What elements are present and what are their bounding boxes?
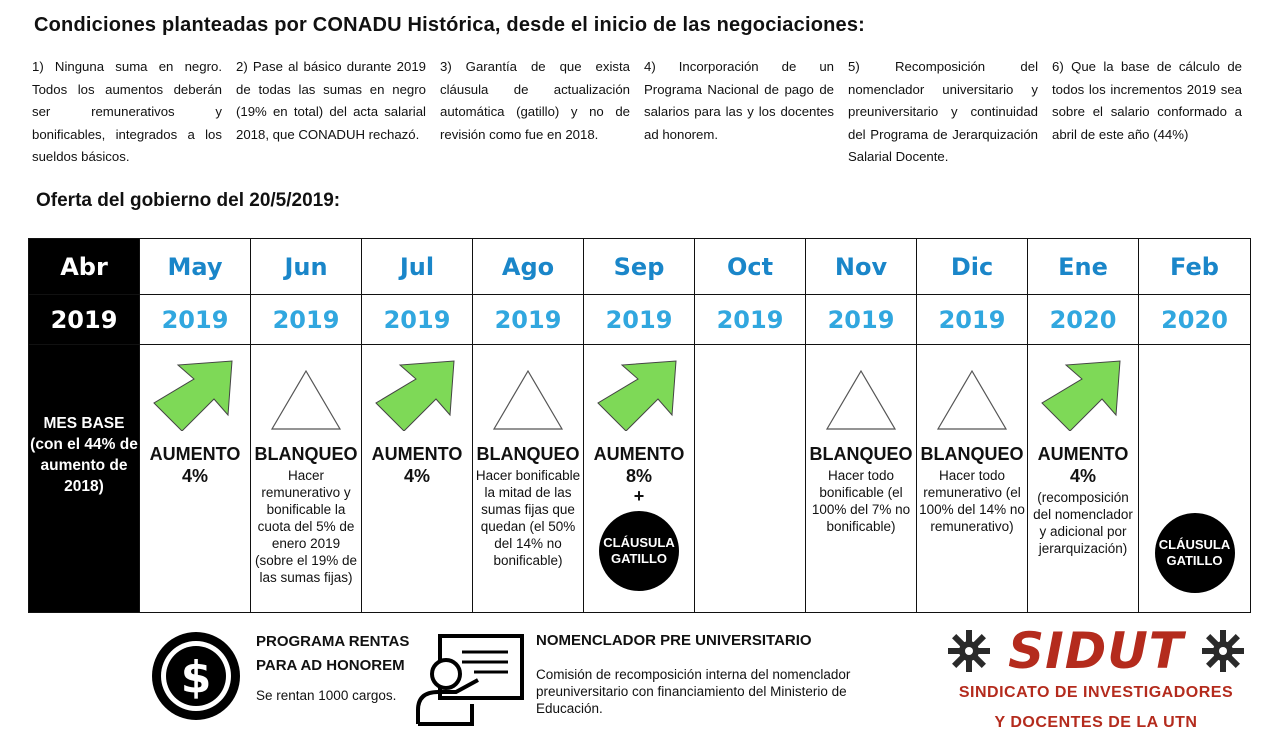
month-cell [251,239,362,295]
icon-wrap [1139,359,1250,443]
month-detail-cell [1028,345,1139,613]
year-label: 2019 [716,305,784,334]
month-detail-cell [1139,345,1251,613]
svg-text:$: $ [180,652,212,703]
condition-item: 3) Garantía de que exista cláusula de actualización automática (gatillo) y no de revisión como fue en 2018. [440,59,630,142]
month-detail-cell [251,345,362,613]
nomenclador-heading: NOMENCLADOR PRE UNIVERSITARIO [536,632,812,649]
month-detail-cell [917,345,1028,613]
icon-wrap [917,359,1027,443]
rentas-heading [256,630,409,678]
months-row [29,239,1251,295]
offer-title: Oferta del gobierno del 20/5/2019: [36,190,341,211]
year-cell [806,295,917,345]
arrow-up-right-icon [152,359,238,431]
teacher-board-icon [412,632,527,727]
measure-detail: (recomposición del nomenclador y adicional por jerarquización) [1033,490,1133,556]
year-label: 2019 [272,305,340,334]
rentas-subtext: Se rentan 1000 cargos. [256,688,397,703]
plus-sign: + [633,486,645,506]
icon-wrap [695,359,805,443]
years-row [29,295,1251,345]
conditions-list [32,56,1252,169]
condition-item: 5) Recomposición del nomenclador universitario y preuniversitario y continuidad del Programa de Jerarquización Salarial Docente. [848,59,1038,164]
year-cell [584,295,695,345]
base-text: MES BASE (con el 44% de aumento de 2018) [30,415,138,495]
measure-heading: BLANQUEO [809,444,913,464]
base-month: Abr [60,252,108,281]
sidut-logo [946,622,1246,742]
details-row [29,345,1251,613]
sidut-line2: Y DOCENTES DE LA UTN [994,714,1198,731]
gatillo-badge: CLÁUSULA GATILLO [1155,513,1235,593]
condition-item: 4) Incorporación de un Programa Nacional de pago de salarios para las y los docentes ad honorem. [644,59,834,142]
arrow-up-right-icon [596,359,682,431]
measure-percent: 4% [181,466,208,486]
nomenclador-subtext: Comisión de recomposición interna del nomenclador preuniversitario con financiamiento del Ministerio de Educación. [536,667,851,716]
month-label: May [167,252,223,281]
arrow-up-right-icon [374,359,460,431]
year-label: 2019 [827,305,895,334]
year-cell [251,295,362,345]
measure-heading: AUMENTO [371,444,463,464]
month-cell [473,239,584,295]
month-cell [1028,239,1139,295]
condition-item: 2) Pase al básico durante 2019 de todas las sumas en negro (19% en total) del acta salarial 2018, que CONADUH rechazó. [236,59,426,142]
month-label: Jun [284,252,328,281]
base-detail-cell [29,345,140,613]
month-cell [584,239,695,295]
month-cell [1139,239,1251,295]
month-cell [695,239,806,295]
sidut-name: SIDUT [1008,622,1184,680]
triangle-icon [492,369,564,431]
year-label: 2019 [605,305,673,334]
year-label: 2020 [1049,305,1117,334]
month-cell [140,239,251,295]
measure-heading: AUMENTO [149,444,241,464]
month-label: Dic [950,252,994,281]
year-cell [917,295,1028,345]
year-cell [362,295,473,345]
year-cell [1028,295,1139,345]
year-cell [473,295,584,345]
icon-wrap [806,359,916,443]
measure-detail: Hacer remunerativo y bonificable la cuota del 5% de enero 2019 (sobre el 19% de las sumas fijas) [254,468,358,585]
month-cell [917,239,1028,295]
measure-heading: BLANQUEO [920,444,1024,464]
measure-detail: Hacer todo remunerativo (el 100% del 14% no remunerativo) [919,468,1025,534]
measure-heading: BLANQUEO [476,444,580,464]
icon-wrap [473,359,583,443]
year-label: 2019 [494,305,562,334]
condition-item: 6) Que la base de cálculo de todos los incrementos 2019 sea sobre el salario conformado a abril de este año (44%) [1052,59,1242,142]
base-year-cell [29,295,140,345]
year-cell [140,295,251,345]
rentas-heading-line1: PROGRAMA RENTAS [256,633,410,650]
month-label: Sep [613,252,665,281]
year-label: 2019 [383,305,451,334]
measure-heading: AUMENTO [1037,444,1129,464]
year-cell [1139,295,1251,345]
month-detail-cell [473,345,584,613]
month-detail-cell [695,345,806,613]
measure-percent: 4% [403,466,430,486]
base-year: 2019 [50,305,118,334]
triangle-icon [825,369,897,431]
measure-heading: AUMENTO [593,444,685,464]
condition-item: 1) Ninguna suma en negro. Todos los aumentos deberán ser remunerativos y bonificables, integrados a los sueldos básicos. [32,59,222,164]
gear-icon [1200,628,1246,674]
page-title: Condiciones planteadas por CONADU Histórica, desde el inicio de las negociaciones: [34,14,866,36]
year-cell [695,295,806,345]
month-label: Ene [1058,252,1108,281]
month-detail-cell [584,345,695,613]
year-label: 2019 [161,305,229,334]
icon-wrap [1028,359,1138,443]
year-label: 2020 [1161,305,1228,334]
month-detail-cell [806,345,917,613]
measure-percent: 4% [1069,466,1096,486]
month-label: Feb [1170,252,1219,281]
triangle-icon [270,369,342,431]
gatillo-badge: CLÁUSULA GATILLO [599,511,679,591]
dollar-icon [150,630,242,722]
measure-heading: BLANQUEO [254,444,358,464]
icon-wrap [362,359,472,443]
year-label: 2019 [938,305,1006,334]
month-label: Nov [834,252,888,281]
measure-percent: 8% [625,466,652,486]
icon-wrap [584,359,694,443]
measure-detail: Hacer todo bonificable (el 100% del 7% no bonificable) [811,468,911,534]
icon-wrap [251,359,361,443]
measure-detail: Hacer bonificable la mitad de las sumas fijas que quedan (el 50% del 14% no bonificable) [475,468,581,568]
triangle-icon [936,369,1008,431]
month-label: Ago [501,252,555,281]
month-label: Oct [726,252,774,281]
timeline-table [28,238,1251,613]
month-detail-cell [362,345,473,613]
sidut-line1: SINDICATO DE INVESTIGADORES [958,684,1234,701]
month-cell [362,239,473,295]
icon-wrap [140,359,250,443]
footer [0,622,1280,743]
month-cell [806,239,917,295]
month-detail-cell [140,345,251,613]
base-month-cell [29,239,140,295]
rentas-heading-line2: PARA AD HONOREM [256,657,405,674]
month-label: Jul [399,252,435,281]
arrow-up-right-icon [1040,359,1126,431]
